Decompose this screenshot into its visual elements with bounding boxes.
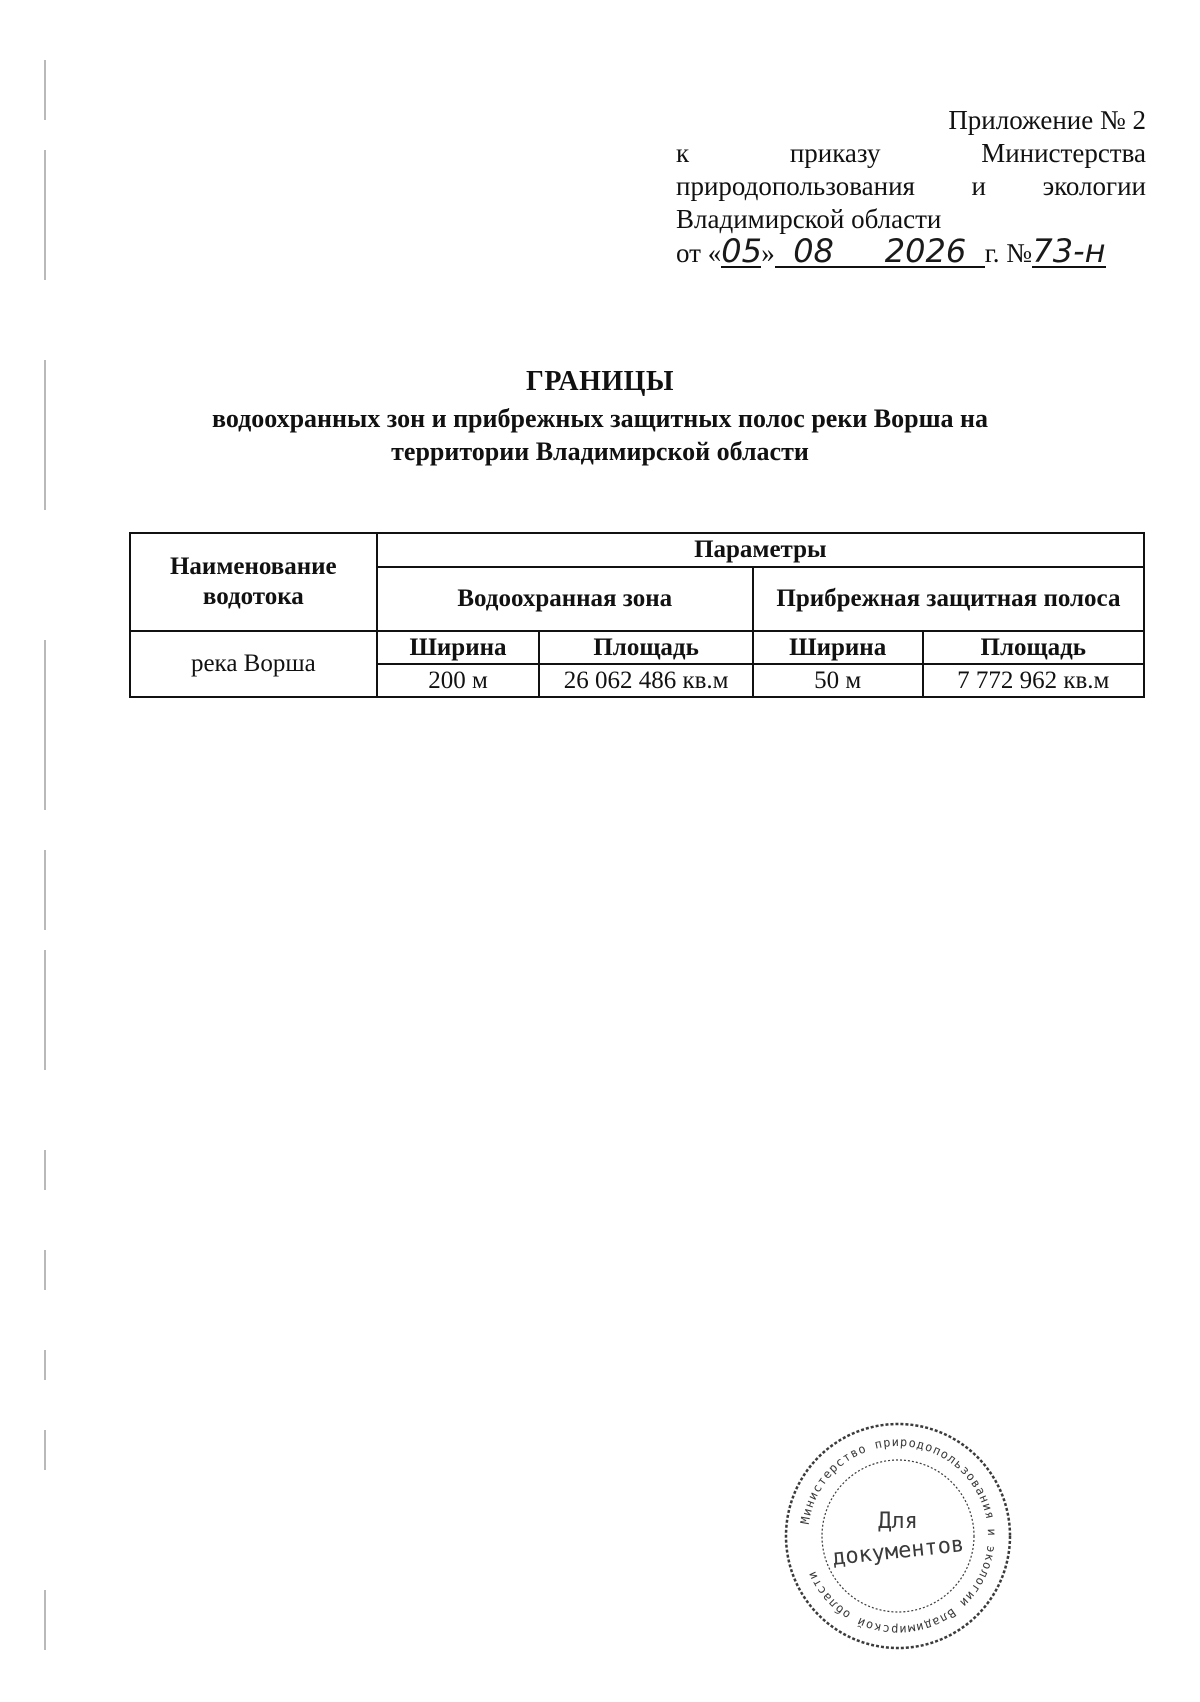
header-coastal-protective-strip: Прибрежная защитная полоса <box>753 567 1144 631</box>
appendix-word: природопользования <box>676 171 915 201</box>
cell-zone-width: 200 м <box>377 664 540 697</box>
scan-edge-mark <box>44 60 46 120</box>
appendix-order-line <box>676 137 1146 170</box>
appendix-word: Министерства <box>981 138 1146 168</box>
appendix-number: Приложение № 2 <box>948 105 1146 135</box>
handwritten-order-number: 73-н <box>1032 232 1106 270</box>
appendix-date-line <box>676 232 1146 270</box>
scan-edge-mark <box>44 640 46 810</box>
stamp-ring-text: Министерство природопользования и экологии Владимирской области <box>797 1434 1000 1638</box>
stamp-center-line2: документов <box>830 1532 966 1571</box>
official-stamp <box>782 1420 1014 1652</box>
header-watercourse-name: Наименование водотока <box>130 533 377 631</box>
subtitle-line: водоохранных зон и прибрежных защитных полос реки Ворша на <box>211 404 989 433</box>
cell-strip-width: 50 м <box>753 664 923 697</box>
cell-river-name: река Ворша <box>130 631 377 697</box>
appendix-word: экологии <box>1042 171 1146 201</box>
handwritten-year: 2026 <box>884 232 967 270</box>
scan-edge-mark <box>44 850 46 930</box>
appendix-word: приказу <box>789 138 881 168</box>
handwritten-month: 08 <box>793 232 834 270</box>
header-parameters: Параметры <box>377 533 1144 567</box>
appendix-word: к <box>676 138 690 168</box>
subtitle-line: территории Владимирской области <box>391 437 809 466</box>
appendix-ministry-line <box>676 170 1146 203</box>
scan-edge-mark <box>44 150 46 280</box>
scan-edge-mark <box>44 1430 46 1470</box>
subheader-strip-area: Площадь <box>923 631 1144 664</box>
scan-edge-mark <box>44 950 46 1070</box>
page-title: ГРАНИЦЫ <box>526 366 674 397</box>
stamp-center-line1: Для <box>878 1509 918 1534</box>
handwritten-day: 05 <box>721 232 762 270</box>
subheader-strip-width: Ширина <box>753 631 923 664</box>
header-water-protection-zone: Водоохранная зона <box>377 567 753 631</box>
cell-zone-area: 26 062 486 кв.м <box>539 664 753 697</box>
subheader-zone-area: Площадь <box>539 631 753 664</box>
subheader-zone-width: Ширина <box>377 631 540 664</box>
scan-edge-mark <box>44 1250 46 1290</box>
date-quote: » <box>761 238 775 268</box>
date-prefix: от « <box>676 238 722 268</box>
parameters-table <box>129 532 1145 698</box>
scan-edge-mark <box>44 1590 46 1650</box>
scan-edge-mark <box>44 1350 46 1380</box>
date-suffix: г. № <box>984 238 1032 268</box>
page-subtitle <box>0 402 1200 468</box>
handwritten-month-year <box>775 232 985 270</box>
cell-strip-area: 7 772 962 кв.м <box>923 664 1144 697</box>
appendix-word: и <box>971 171 986 201</box>
appendix-block <box>676 104 1146 270</box>
scan-edge-mark <box>44 1150 46 1190</box>
appendix-region-line: Владимирской области <box>676 204 942 234</box>
